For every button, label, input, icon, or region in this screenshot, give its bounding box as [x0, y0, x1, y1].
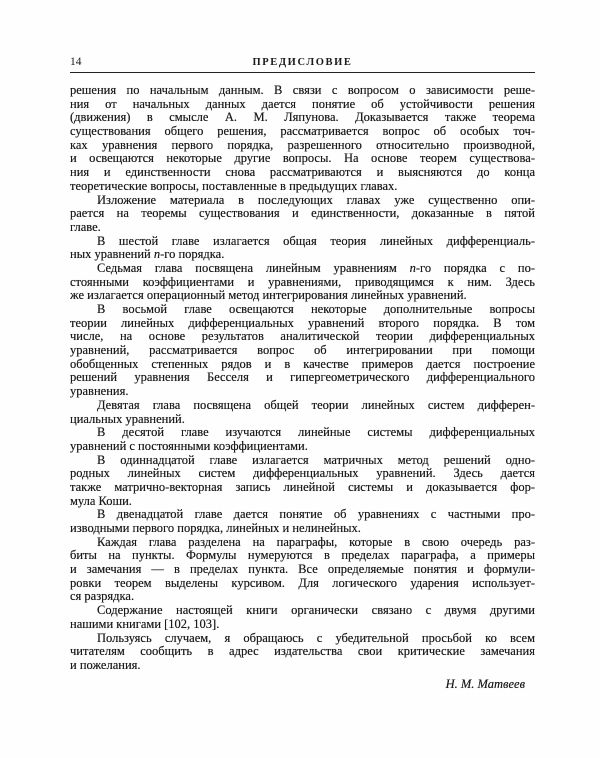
text-line: циальных уравнений.: [70, 412, 185, 426]
paragraph: [70, 536, 535, 604]
text-line: Содержание настоящей книги органически связано с двумя другими: [97, 604, 535, 618]
paragraph: [70, 604, 535, 631]
page-content: [70, 56, 535, 691]
text-line: ных уравнений n-го порядка.: [70, 248, 225, 262]
text-line: В восьмой главе освещаются некоторые дополнительные вопросы: [97, 303, 535, 316]
paragraph: [70, 303, 535, 399]
text-line: и замечания — в пределах пункта. Все определяемые понятия и формули-: [70, 563, 535, 577]
paragraph: [70, 235, 535, 262]
text-line: (движения) в смысле А. М. Ляпунова. Доказывается также теорема: [70, 111, 535, 125]
paragraph: [70, 426, 535, 453]
paragraph: [70, 632, 535, 673]
text-line: и освещаются некоторые другие вопросы. На основе теорем существова-: [70, 152, 535, 166]
paragraph: [70, 508, 535, 535]
text-line: Каждая глава разделена на параграфы, которые в свою очередь раз-: [97, 535, 535, 549]
text-line: родных линейных систем дифференциальных уравнений. Здесь дается: [70, 467, 535, 481]
text-line: рается на теоремы существования и единственности, доказанные в пятой: [70, 207, 535, 221]
header-rule: [70, 72, 535, 73]
text-line: В шестой главе излагается общая теория линейных дифференциаль-: [97, 234, 535, 248]
text-line: В двенадцатой главе дается понятие об уравнениях с частными про-: [97, 508, 535, 522]
text-line: ках уравнения первого порядка, разрешенного относительно производной,: [70, 138, 535, 152]
text-line: изводными первого порядка, линейных и нелинейных.: [70, 522, 361, 535]
text-line: ся разрядка.: [70, 590, 135, 604]
text-line: В одиннадцатой главе излагается матричных метод решений одно-: [97, 453, 535, 467]
text-line: теоретические вопросы, поставленные в предыдущих главах.: [70, 179, 398, 193]
text-line: обобщенных степенных рядов и в качестве примеров дается построение: [70, 357, 535, 371]
text-line: Изложение материала в последующих главах уже существенно опи-: [97, 193, 535, 207]
text-line: Седьмая глава посвящена линейным уравнениям n-го порядка с по-: [97, 261, 535, 275]
text-line: же излагается операционный метод интегрирования линейных уравнений.: [70, 289, 467, 303]
text-line: В десятой главе изучаются линейные системы дифференциальных: [97, 426, 535, 440]
text-line: стоянными коэффициентами и уравнениями, приводящимся к ним. Здесь: [70, 275, 535, 289]
text-line: биты на пункты. Формулы нумеруются в пределах параграфа, а примеры: [70, 549, 535, 563]
text-body: [70, 84, 535, 673]
text-line: Пользуясь случаем, я обращаюсь с убедительной просьбой ко всем: [97, 631, 535, 645]
paragraph: [70, 84, 535, 194]
text-line: уравнения.: [70, 385, 129, 399]
text-line: решения по начальным данным. В связи с вопросом о зависимости реше-: [70, 84, 535, 97]
text-line: нашими книгами [102, 103].: [70, 617, 220, 631]
text-line: Девятая глава посвящена общей теории линейных систем дифферен-: [97, 398, 535, 412]
paragraph: [70, 262, 535, 303]
text-line: уравнений с постоянными коэффициентами.: [70, 439, 308, 453]
text-line: ровки теорем выделены курсивом. Для логического ударения использует-: [70, 576, 535, 590]
text-line: существования общего решения, рассматривается вопрос об особых точ-: [70, 125, 535, 139]
paragraph: [70, 194, 535, 235]
running-title: ПРЕДИСЛОВИЕ: [252, 57, 353, 68]
page-number: 14: [70, 56, 82, 68]
text-line: ния от начальных данных дается понятие об устойчивости решения: [70, 97, 535, 111]
text-line: ния и единственности снова рассматриваются и выясняются до конца: [70, 166, 535, 180]
text-line: мула Коши.: [70, 494, 132, 508]
paragraph: [70, 399, 535, 426]
author-signature: Н. М. Матвеев: [445, 676, 525, 691]
page-header: [70, 56, 535, 69]
text-line: теории линейных дифференциальных уравнений второго порядка. В том: [70, 316, 535, 330]
text-line: числе, на основе результатов аналитической теории дифференциальных: [70, 330, 535, 344]
paragraph: [70, 454, 535, 509]
text-line: уравнений, рассматривается вопрос об интегрировании при помощи: [70, 344, 535, 358]
text-line: читателям сообщить в адрес издательства свои критические замечания: [70, 645, 535, 659]
text-line: главе.: [70, 220, 101, 234]
text-line: также матрично-векторная запись линейной системы и доказывается фор-: [70, 480, 535, 494]
text-line: и пожелания.: [70, 658, 141, 672]
text-line: решений уравнения Бесселя и гипергеометрического дифференциального: [70, 371, 535, 385]
